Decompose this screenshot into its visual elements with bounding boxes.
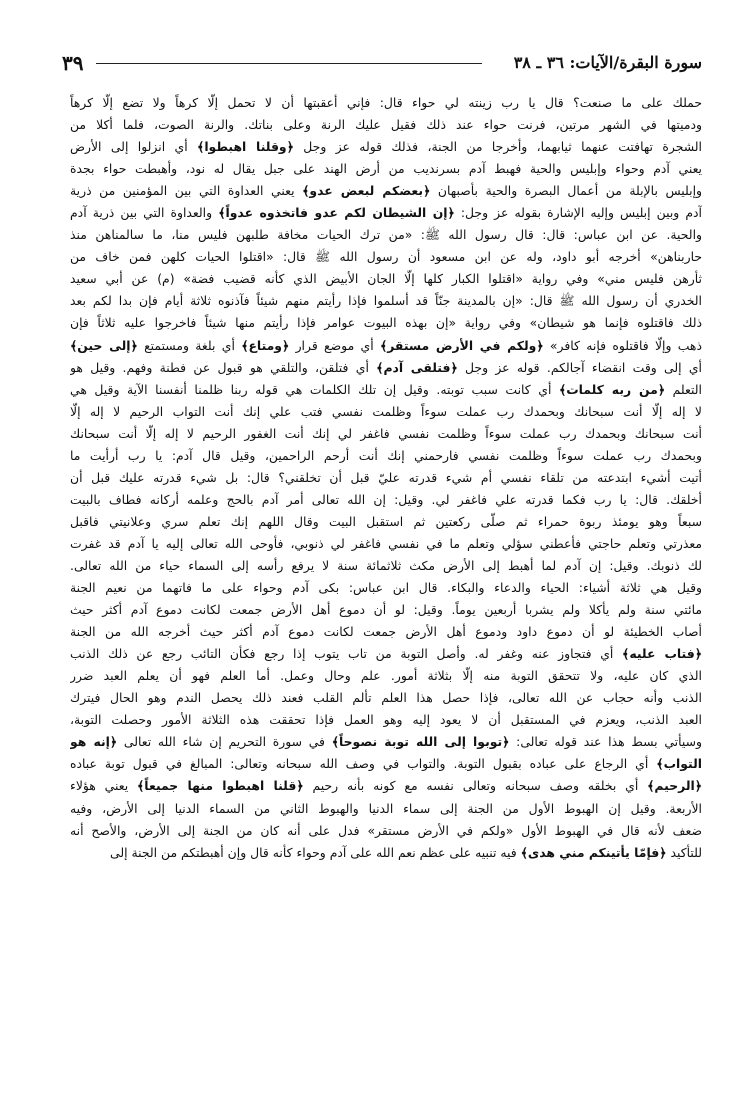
text-line: يعني آدم وحواء وإبليس والحية فهبط آدم بسرنديب من أرض الهند على جبل يقال له نود، وأهبطت حواء بجدة <box>70 161 702 177</box>
text-line: ودميتها في الشهر مرتين، فرنت حواء عند ذلك فقيل عليك الرنة وعلى بناتك. والرنة الصوت، فلما أكلا من <box>70 117 702 133</box>
text-line: لا إله إلّا أنت سبحانك وبحمدك رب عملت سوءاً وظلمت نفسي فتب علي إنك أنت التواب الرحيم لا إله إلّا <box>70 403 702 419</box>
text-line: الخدري أن رسول الله ﷺ قال: «إن بالمدينة جنّاً قد أسلموا فإذا رأيتم منهم شيئاً فآذنوه ثلاثة أيام فإن بدا لكم بعد <box>70 293 702 309</box>
text-line: أخلقك. قال: يا رب فكما قدرته علي فاغفر لي. وقيل: إن الله تعالى أمر آدم بالحج وعلمه أركانه فطاف بالبيت <box>70 491 702 507</box>
text-line: ثأرهن فليس مني» وفي رواية «اقتلوا الكبار كلها إلّا الجان الأبيض الذي كأنه قضيب فضة» (م) عن أبي سعيد <box>70 271 702 287</box>
text-line: الذي كان عليه، ولا تتحقق التوبة منه إلّا بثلاثة أمور. علم وحال وعمل. أما العلم فهو أن يعلم العبد ضرر <box>70 668 702 684</box>
text-line: العبد الذنب، ويعزم في المستقبل أن لا يعود إليه وهو العمل فإذا تحققت هذه الثلاثة الأمور وحصلت التوبة، <box>70 712 702 728</box>
body-text <box>70 92 702 864</box>
text-line: آدم وبين إبليس وإليه الإشارة بقوله عز وجل: ﴿إن الشيطان لكم عدو فاتخذوه عدواً﴾ والعداوة التي بين ذرية آدم <box>70 205 702 221</box>
text-line: الذنب وأنه حجاب عن الله تعالى، فإذا حصل هذا العلم تألم القلب فعند ذلك يحصل الندم وهو الحال فيترك <box>70 690 702 706</box>
text-line: معذرتي وتعلم حاجتي فأعطني سؤلي وتعلم ما في نفسي فاغفر لي ذنوبي، فأوحى الله تعالى إليه يا آدم قد غفرت <box>70 535 702 551</box>
text-line: الأربعة. وقيل إن الهبوط الأول من الجنة إلى سماء الدنيا والهبوط الثاني من السماء الدنيا إلى الأرض، وفيه <box>70 800 702 816</box>
text-line: مائتي سنة ولم يأكلا ولم يشربا أربعين يوماً. وقيل: لو أن دموع أهل الأرض جمعت لكانت دموع آدم أكثر حيث <box>70 602 702 618</box>
text-line: وإبليس بالإبلة من أعمال البصرة والحية بأصبهان ﴿بعضكم لبعض عدو﴾ يعني العداوة التي بين المؤمنين من ذرية <box>70 183 702 199</box>
text-line: الشجرة تهافتت عنهما ثيابهما، وأخرجا من الجنة، فذلك قوله عز وجل ﴿وقلنا اهبطوا﴾ أي انزلوا إلى الأرض <box>70 139 702 155</box>
page-header <box>62 50 702 78</box>
text-line: للتأكيد ﴿فإمّا يأتينكم مني هدى﴾ فيه تنبيه على عظم نعم الله على آدم وحواء كأنه قال وإن أهبطتكم من الجنة إلى <box>110 844 702 860</box>
text-line: حاربناهن» أخرجه أبو داود، وله عن ابن مسعود أن رسول الله ﷺ قال: «اقتلوا الحيات كلهن فمن خاف من <box>70 249 702 265</box>
text-line: ﴿فتاب عليه﴾ أي فتجاوز عنه وغفر له. وأصل التوبة من تاب يتوب إذا رجع فكأن التائب رجع عن ذلك الذنب <box>70 646 702 662</box>
running-title: سورة البقرة/الآيات: ٣٦ ـ ٣٨ <box>513 53 702 72</box>
text-line: ﴿الرحيم﴾ أي بخلقه وصف سبحانه وتعالى نفسه مع كونه بأنه رحيم ﴿قلنا اهبطوا منها جميعاً﴾ يعني هؤلاء <box>70 778 702 794</box>
page-number: ٣٩ <box>62 51 84 75</box>
text-line: ضعف لأنه قال في الهبوط الأول «ولكم في الأرض مستقر» فدل على أنه كان من الجنة إلى الأرض، والأصح أنه <box>70 822 702 838</box>
header-rule <box>96 63 482 64</box>
text-line: وقيل هي ثلاثة أشياء: الحياء والدعاء والبكاء. قال ابن عباس: بكى آدم وحواء على ما فاتهما من نعيم الجنة <box>70 580 702 596</box>
text-line: أصاب الخطيئة لو أن دموع داود ودموع أهل الأرض جمعت لكانت دموع آدم أكثر حيث أخرجه الله من الجنة <box>70 624 702 640</box>
text-line: أتيت أشيء ابتدعته من تلقاء نفسي أم شيء قدرته عليّ قبل أن تخلقني؟ قال: بل شيء قدرته عليك قبل أن <box>70 469 702 485</box>
text-line: لك ذنوبك. وقيل: إن آدم لما أهبط إلى الأرض مكث ثلاثمائة سنة لا يرفع رأسه إلى السماء حياء من الله تعالى. <box>70 557 702 573</box>
text-line: سبعاً وهو يومئذ ربوة حمراء ثم صلّى ركعتين ثم استقبل البيت وقال اللهم إنك تعلم سري وعلانيتي فاقبل <box>70 513 702 529</box>
text-line: أنت سبحانك وبحمدك رب عملت سوءاً وظلمت نفسي فاغفر لي إنك أنت الغفور الرحيم لا إله إلّا أنت سبحانك <box>70 425 702 441</box>
text-line: وبحمدك رب عملت سوءاً وظلمت نفسي فارحمني إنك أنت أرحم الراحمين، وقيل قال آدم: يا رب أرأيت ما <box>70 447 702 463</box>
text-line: حملك على ما صنعت؟ قال يا رب زينته لي حواء قال: فإني أعقبتها أن لا تحمل إلّا كرهاً ولا تضع إلّا كرهاً <box>70 95 702 110</box>
text-line: ذهب وإلّا فاقتلوه فإنه كافر» ﴿ولكم في الأرض مستقر﴾ أي موضع قرار ﴿ومتاع﴾ أي بلغة ومستمتع ﴿إلى حين﴾ <box>70 337 702 353</box>
text-line: التواب﴾ أي الرجاع على عباده بقبول التوبة. والتواب في وصف الله سبحانه وتعالى: المبالغ في قبول توبة عباده <box>70 756 702 772</box>
text-line: أي إلى وقت انقضاء آجالكم. قوله عز وجل ﴿فتلقى آدم﴾ أي فتلقن، والتلقي هو قبول عن فطنة وفهم. وقيل هو <box>70 359 702 375</box>
text-line: ذلك فاقتلوه فإنما هو شيطان» وفي رواية «إن بهذه البيوت عوامر فإذا رأيتم منها شيئاً فاخرجوا عليه ثلاثاً فإن <box>70 315 702 331</box>
text-line: والحية. عن ابن عباس: قال: قال رسول الله ﷺ: «من ترك الحيات مخافة طلبهن فليس منا، ما سالمناهن منذ <box>70 227 702 243</box>
text-line: التعلم ﴿من ربه كلمات﴾ أي كانت سبب توبته. وقيل إن تلك الكلمات هي قوله ربنا ظلمنا أنفسنا الآية وقيل هي <box>70 381 702 397</box>
text-line: وسيأتي بسط هذا عند قوله تعالى: ﴿توبوا إلى الله توبة نصوحاً﴾ في سورة التحريم إن شاء الله تعالى ﴿إنه هو <box>70 734 702 750</box>
